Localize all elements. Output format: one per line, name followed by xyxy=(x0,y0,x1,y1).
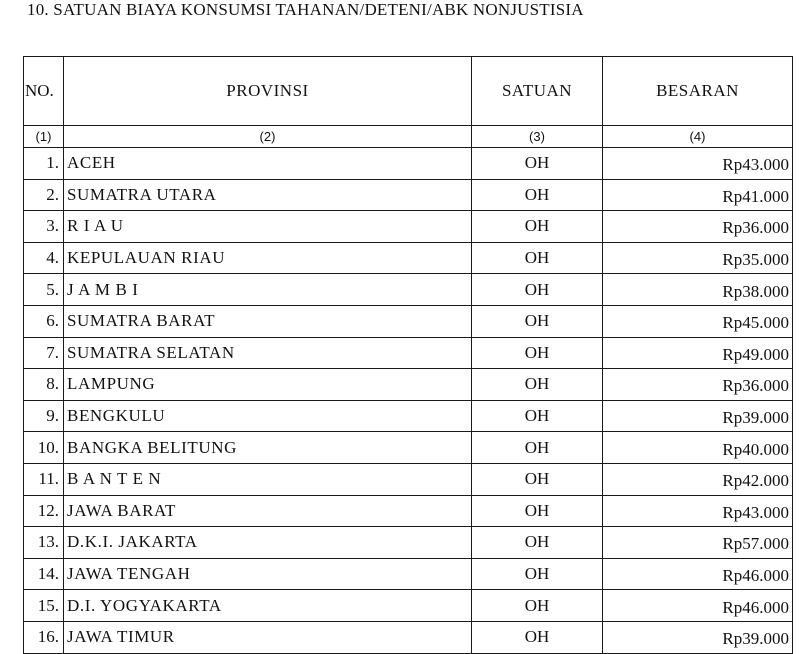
table-row xyxy=(24,463,793,495)
table-row xyxy=(24,274,793,306)
unit-cell: OH xyxy=(472,337,603,369)
header-satuan: SATUAN xyxy=(472,57,603,126)
row-number: 14. xyxy=(24,558,64,590)
amount-cell: Rp41.000 xyxy=(603,179,793,211)
province-name: LAMPUNG xyxy=(64,369,472,401)
table-row xyxy=(24,211,793,243)
amount-cell: Rp45.000 xyxy=(603,305,793,337)
province-name: BENGKULU xyxy=(64,400,472,432)
cost-table xyxy=(23,56,793,654)
row-number: 12. xyxy=(24,495,64,527)
table-row xyxy=(24,369,793,401)
column-number: (2) xyxy=(64,126,472,148)
unit-cell: OH xyxy=(472,369,603,401)
unit-cell: OH xyxy=(472,495,603,527)
row-number: 10. xyxy=(24,432,64,464)
amount-cell: Rp46.000 xyxy=(603,558,793,590)
row-number: 16. xyxy=(24,621,64,653)
row-number: 7. xyxy=(24,337,64,369)
amount-cell: Rp43.000 xyxy=(603,495,793,527)
header-no: NO. xyxy=(24,57,64,126)
unit-cell: OH xyxy=(472,148,603,180)
unit-cell: OH xyxy=(472,621,603,653)
unit-cell: OH xyxy=(472,179,603,211)
amount-cell: Rp42.000 xyxy=(603,463,793,495)
table-row xyxy=(24,400,793,432)
amount-cell: Rp46.000 xyxy=(603,590,793,622)
amount-cell: Rp39.000 xyxy=(603,621,793,653)
column-number: (1) xyxy=(24,126,64,148)
table-row xyxy=(24,148,793,180)
table-row xyxy=(24,242,793,274)
table-row xyxy=(24,179,793,211)
unit-cell: OH xyxy=(472,242,603,274)
province-name: SUMATRA BARAT xyxy=(64,305,472,337)
table-row xyxy=(24,527,793,559)
column-number-row xyxy=(24,126,793,148)
row-number: 1. xyxy=(24,148,64,180)
amount-cell: Rp35.000 xyxy=(603,242,793,274)
amount-cell: Rp36.000 xyxy=(603,211,793,243)
province-name: SUMATRA UTARA xyxy=(64,179,472,211)
unit-cell: OH xyxy=(472,558,603,590)
row-number: 15. xyxy=(24,590,64,622)
unit-cell: OH xyxy=(472,211,603,243)
row-number: 13. xyxy=(24,527,64,559)
row-number: 9. xyxy=(24,400,64,432)
amount-cell: Rp57.000 xyxy=(603,527,793,559)
table-row xyxy=(24,432,793,464)
header-provinsi: PROVINSI xyxy=(64,57,472,126)
column-number: (3) xyxy=(472,126,603,148)
province-name: D.I. YOGYAKARTA xyxy=(64,590,472,622)
unit-cell: OH xyxy=(472,463,603,495)
province-name: B A N T E N xyxy=(64,463,472,495)
row-number: 3. xyxy=(24,211,64,243)
table-body xyxy=(24,148,793,654)
table-header xyxy=(24,57,793,148)
row-number: 6. xyxy=(24,305,64,337)
province-name: SUMATRA SELATAN xyxy=(64,337,472,369)
table-row xyxy=(24,305,793,337)
amount-cell: Rp40.000 xyxy=(603,432,793,464)
unit-cell: OH xyxy=(472,305,603,337)
province-name: KEPULAUAN RIAU xyxy=(64,242,472,274)
province-name: J A M B I xyxy=(64,274,472,306)
unit-cell: OH xyxy=(472,432,603,464)
header-besaran: BESARAN xyxy=(603,57,793,126)
row-number: 2. xyxy=(24,179,64,211)
unit-cell: OH xyxy=(472,274,603,306)
table-row xyxy=(24,337,793,369)
province-name: ACEH xyxy=(64,148,472,180)
province-name: JAWA BARAT xyxy=(64,495,472,527)
column-number: (4) xyxy=(603,126,793,148)
unit-cell: OH xyxy=(472,590,603,622)
province-name: D.K.I. JAKARTA xyxy=(64,527,472,559)
table-row xyxy=(24,495,793,527)
unit-cell: OH xyxy=(472,527,603,559)
amount-cell: Rp36.000 xyxy=(603,369,793,401)
header-row xyxy=(24,57,793,126)
amount-cell: Rp38.000 xyxy=(603,274,793,306)
province-name: BANGKA BELITUNG xyxy=(64,432,472,464)
table-row xyxy=(24,621,793,653)
amount-cell: Rp39.000 xyxy=(603,400,793,432)
table-row xyxy=(24,558,793,590)
row-number: 11. xyxy=(24,463,64,495)
row-number: 5. xyxy=(24,274,64,306)
province-name: JAWA TENGAH xyxy=(64,558,472,590)
row-number: 8. xyxy=(24,369,64,401)
province-name: JAWA TIMUR xyxy=(64,621,472,653)
province-name: R I A U xyxy=(64,211,472,243)
amount-cell: Rp43.000 xyxy=(603,148,793,180)
unit-cell: OH xyxy=(472,400,603,432)
amount-cell: Rp49.000 xyxy=(603,337,793,369)
document-title: 10. SATUAN BIAYA KONSUMSI TAHANAN/DETENI/ABK NONJUSTISIA xyxy=(27,0,584,19)
row-number: 4. xyxy=(24,242,64,274)
